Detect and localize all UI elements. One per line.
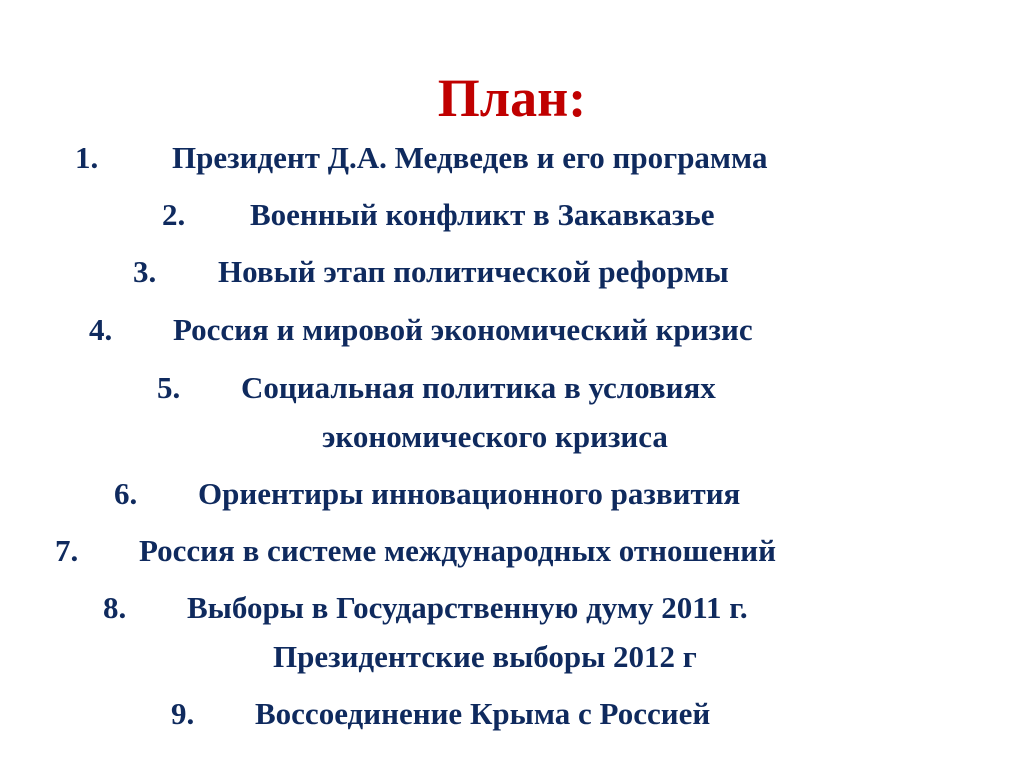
item-text: Воссоединение Крыма с Россией: [255, 696, 711, 731]
item-text: Россия и мировой экономический кризис: [173, 312, 753, 347]
item-text-continuation: экономического кризиса: [322, 419, 668, 454]
item-text: Новый этап политической реформы: [218, 254, 729, 289]
item-text: Военный конфликт в Закавказье: [250, 197, 715, 232]
item-text: Россия в системе международных отношений: [139, 533, 776, 568]
item-number: 4.: [89, 312, 113, 347]
item-number: 5.: [157, 370, 181, 405]
item-number: 2.: [162, 197, 186, 232]
item-number: 3.: [133, 254, 157, 289]
item-number: 6.: [114, 476, 138, 511]
item-number: 7.: [55, 533, 79, 568]
item-text: Выборы в Государственную думу 2011 г.: [187, 590, 748, 625]
slide-title: План:: [437, 68, 587, 128]
item-text: Президент Д.А. Медведев и его программа: [172, 140, 768, 175]
item-text: Социальная политика в условиях: [241, 370, 716, 405]
item-number: 8.: [103, 590, 127, 625]
item-text-continuation: Президентские выборы 2012 г: [273, 639, 697, 674]
item-number: 1.: [75, 140, 99, 175]
item-number: 9.: [171, 696, 195, 731]
item-text: Ориентиры инновационного развития: [198, 476, 741, 511]
